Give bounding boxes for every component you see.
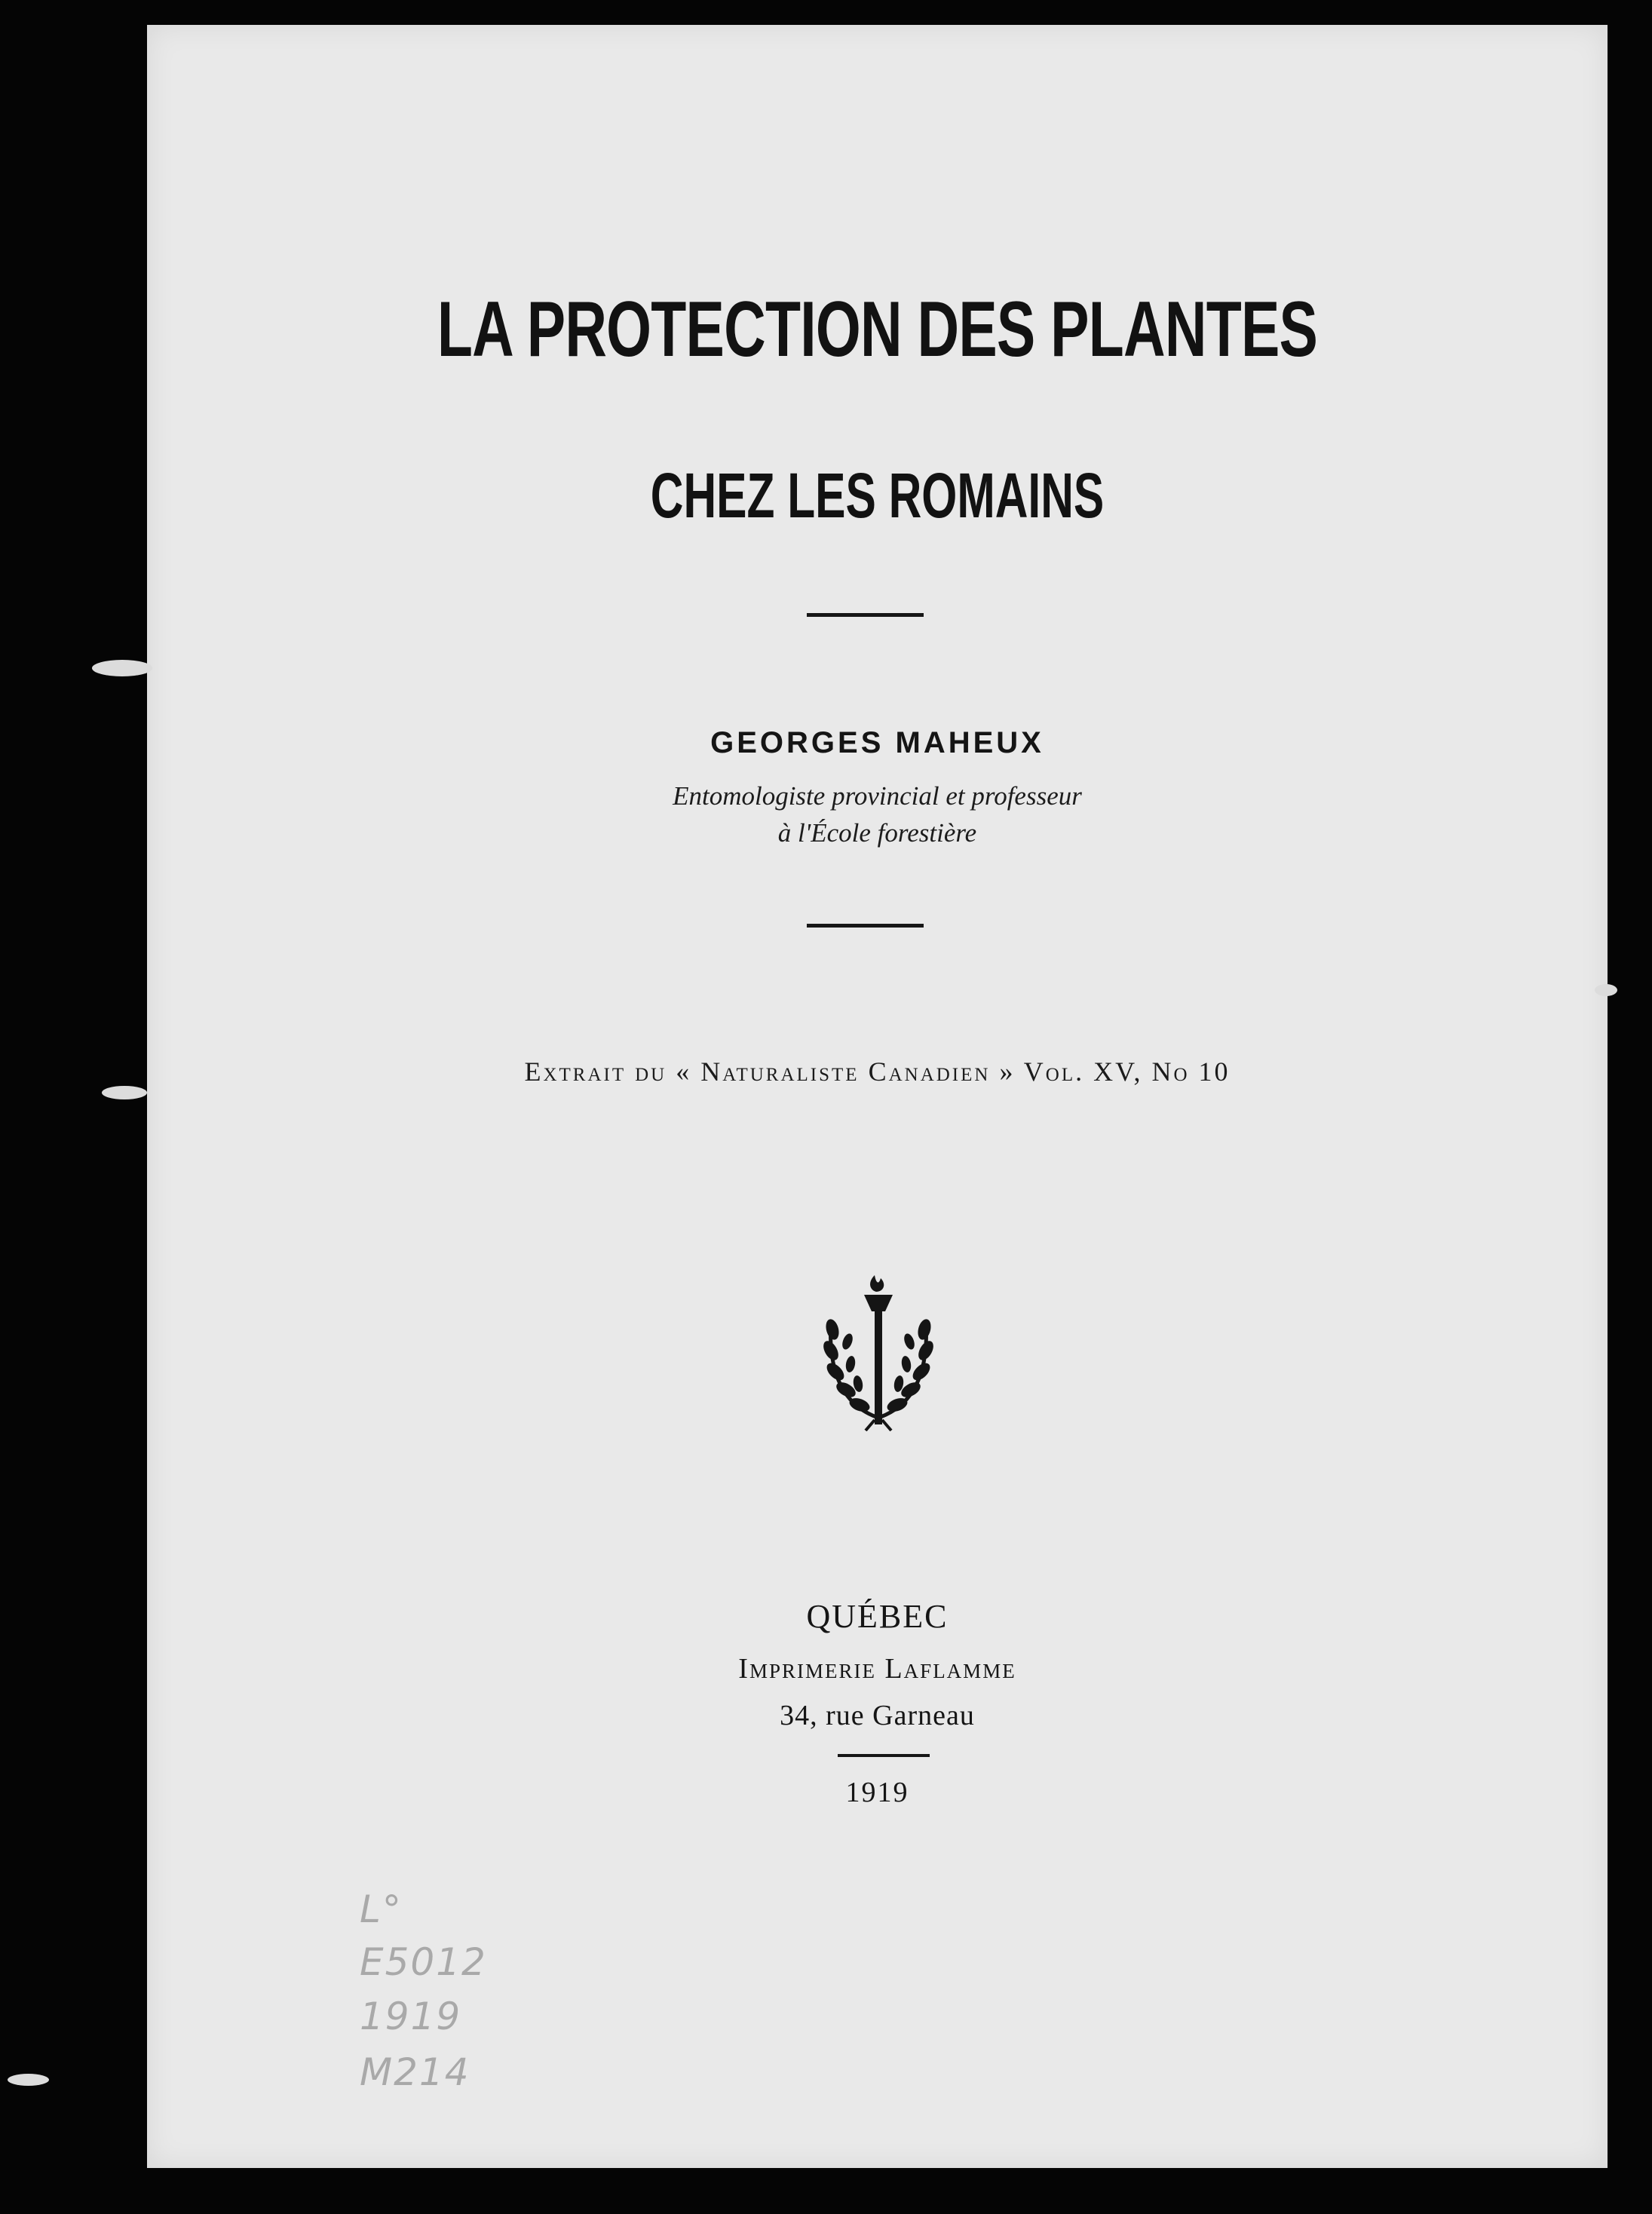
author-role: Entomologiste provincial et professeur: [673, 781, 1082, 811]
scan-speck: [92, 660, 152, 676]
extract-reference: Extrait du « Naturaliste Canadien » Vol. XV, No 10: [524, 1056, 1231, 1087]
divider-rule: [838, 1754, 930, 1757]
scan-speck: [8, 2074, 49, 2086]
pencil-note: M214: [360, 2050, 470, 2094]
title-page: [147, 25, 1608, 2168]
scan-speck: [102, 1086, 147, 1099]
divider-rule: [807, 613, 924, 617]
page-subtitle: CHEZ LES ROMAINS: [650, 460, 1105, 531]
author-name: GEORGES MAHEUX: [710, 726, 1044, 759]
imprint-year: 1919: [845, 1777, 909, 1808]
pencil-note: 1919: [360, 1995, 462, 2038]
page-title: LA PROTECTION DES PLANTES: [437, 286, 1318, 373]
torch-laurel-wreath-icon: [814, 1269, 942, 1431]
imprint-address: 34, rue Garneau: [780, 1700, 975, 1731]
imprint-printer: Imprimerie Laflamme: [738, 1653, 1016, 1685]
pencil-note: L°: [360, 1887, 403, 1931]
imprint-city: QUÉBEC: [806, 1598, 949, 1635]
divider-rule: [807, 924, 924, 928]
scan-speck: [1595, 984, 1617, 996]
pencil-note: E5012: [360, 1940, 487, 1984]
author-affiliation: à l'École forestière: [777, 818, 977, 848]
